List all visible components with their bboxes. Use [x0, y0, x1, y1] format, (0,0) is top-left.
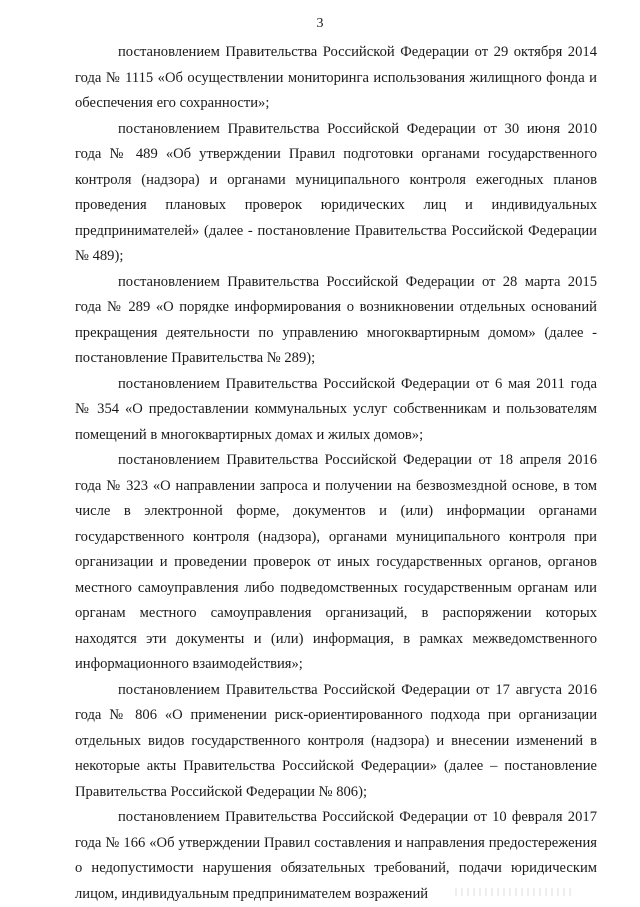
document-body — [75, 40, 597, 907]
paragraph-4: постановлением Правительства Российской Федерации от 6 мая 2011 года № 354 «О предоставлении коммунальных услуг собственникам и пользователям помещений в многоквартирных домах и жилых домов»; — [75, 375, 597, 443]
scan-artifact — [455, 888, 575, 896]
paragraph-2: постановлением Правительства Российской Федерации от 30 июня 2010 года № 489 «Об утверждении Правил подготовки органами государственного контроля (надзора) и органами муниципального контроля ежегодных планов проведения плановых проверок юридических лиц и индивидуальных предпринимателей» (далее - постановление Правительства Российской Федерации № 489); — [75, 120, 597, 264]
paragraph-6: постановлением Правительства Российской Федерации от 17 августа 2016 года № 806 «О применении риск-ориентированного подхода при организации отдельных видов государственного контроля (надзора) и внесении изменений в некоторые акты Правительства Российской Федерации» (далее – постановление Правительства Российской Федерации № 806); — [75, 681, 597, 800]
paragraph-3: постановлением Правительства Российской Федерации от 28 марта 2015 года № 289 «О порядке информирования о возникновении отдельных оснований прекращения деятельности по управлению многоквартирным домом» (далее - постановление Правительства № 289); — [75, 273, 597, 366]
paragraph-1: постановлением Правительства Российской Федерации от 29 октября 2014 года № 1115 «Об осуществлении мониторинга использования жилищного фонда и обеспечения его сохранности»; — [75, 44, 597, 111]
page-number: 3 — [316, 16, 324, 31]
paragraph-5: постановлением Правительства Российской Федерации от 18 апреля 2016 года № 323 «О направлении запроса и получении на безвозмездной основе, в том числе в электронной форме, документов и (или) информации органами государственного контроля (надзора), органами муниципального контроля при организации и проведении проверок от иных государственных органов, органов местного самоуправления либо подведомственных государственным органам или органам местного самоуправления организаций, в распоряжении которых находятся эти документы и (или) информация, в рамках межведомственного информационного взаимодействия»; — [75, 452, 597, 672]
paragraph-7: постановлением Правительства Российской Федерации от 10 февраля 2017 года № 166 «Об утверждении Правил составления и направления предостережения о недопустимости нарушения обязательных требований, подачи юридическим лицом, индивидуальным предпринимателем возражений — [75, 809, 597, 902]
